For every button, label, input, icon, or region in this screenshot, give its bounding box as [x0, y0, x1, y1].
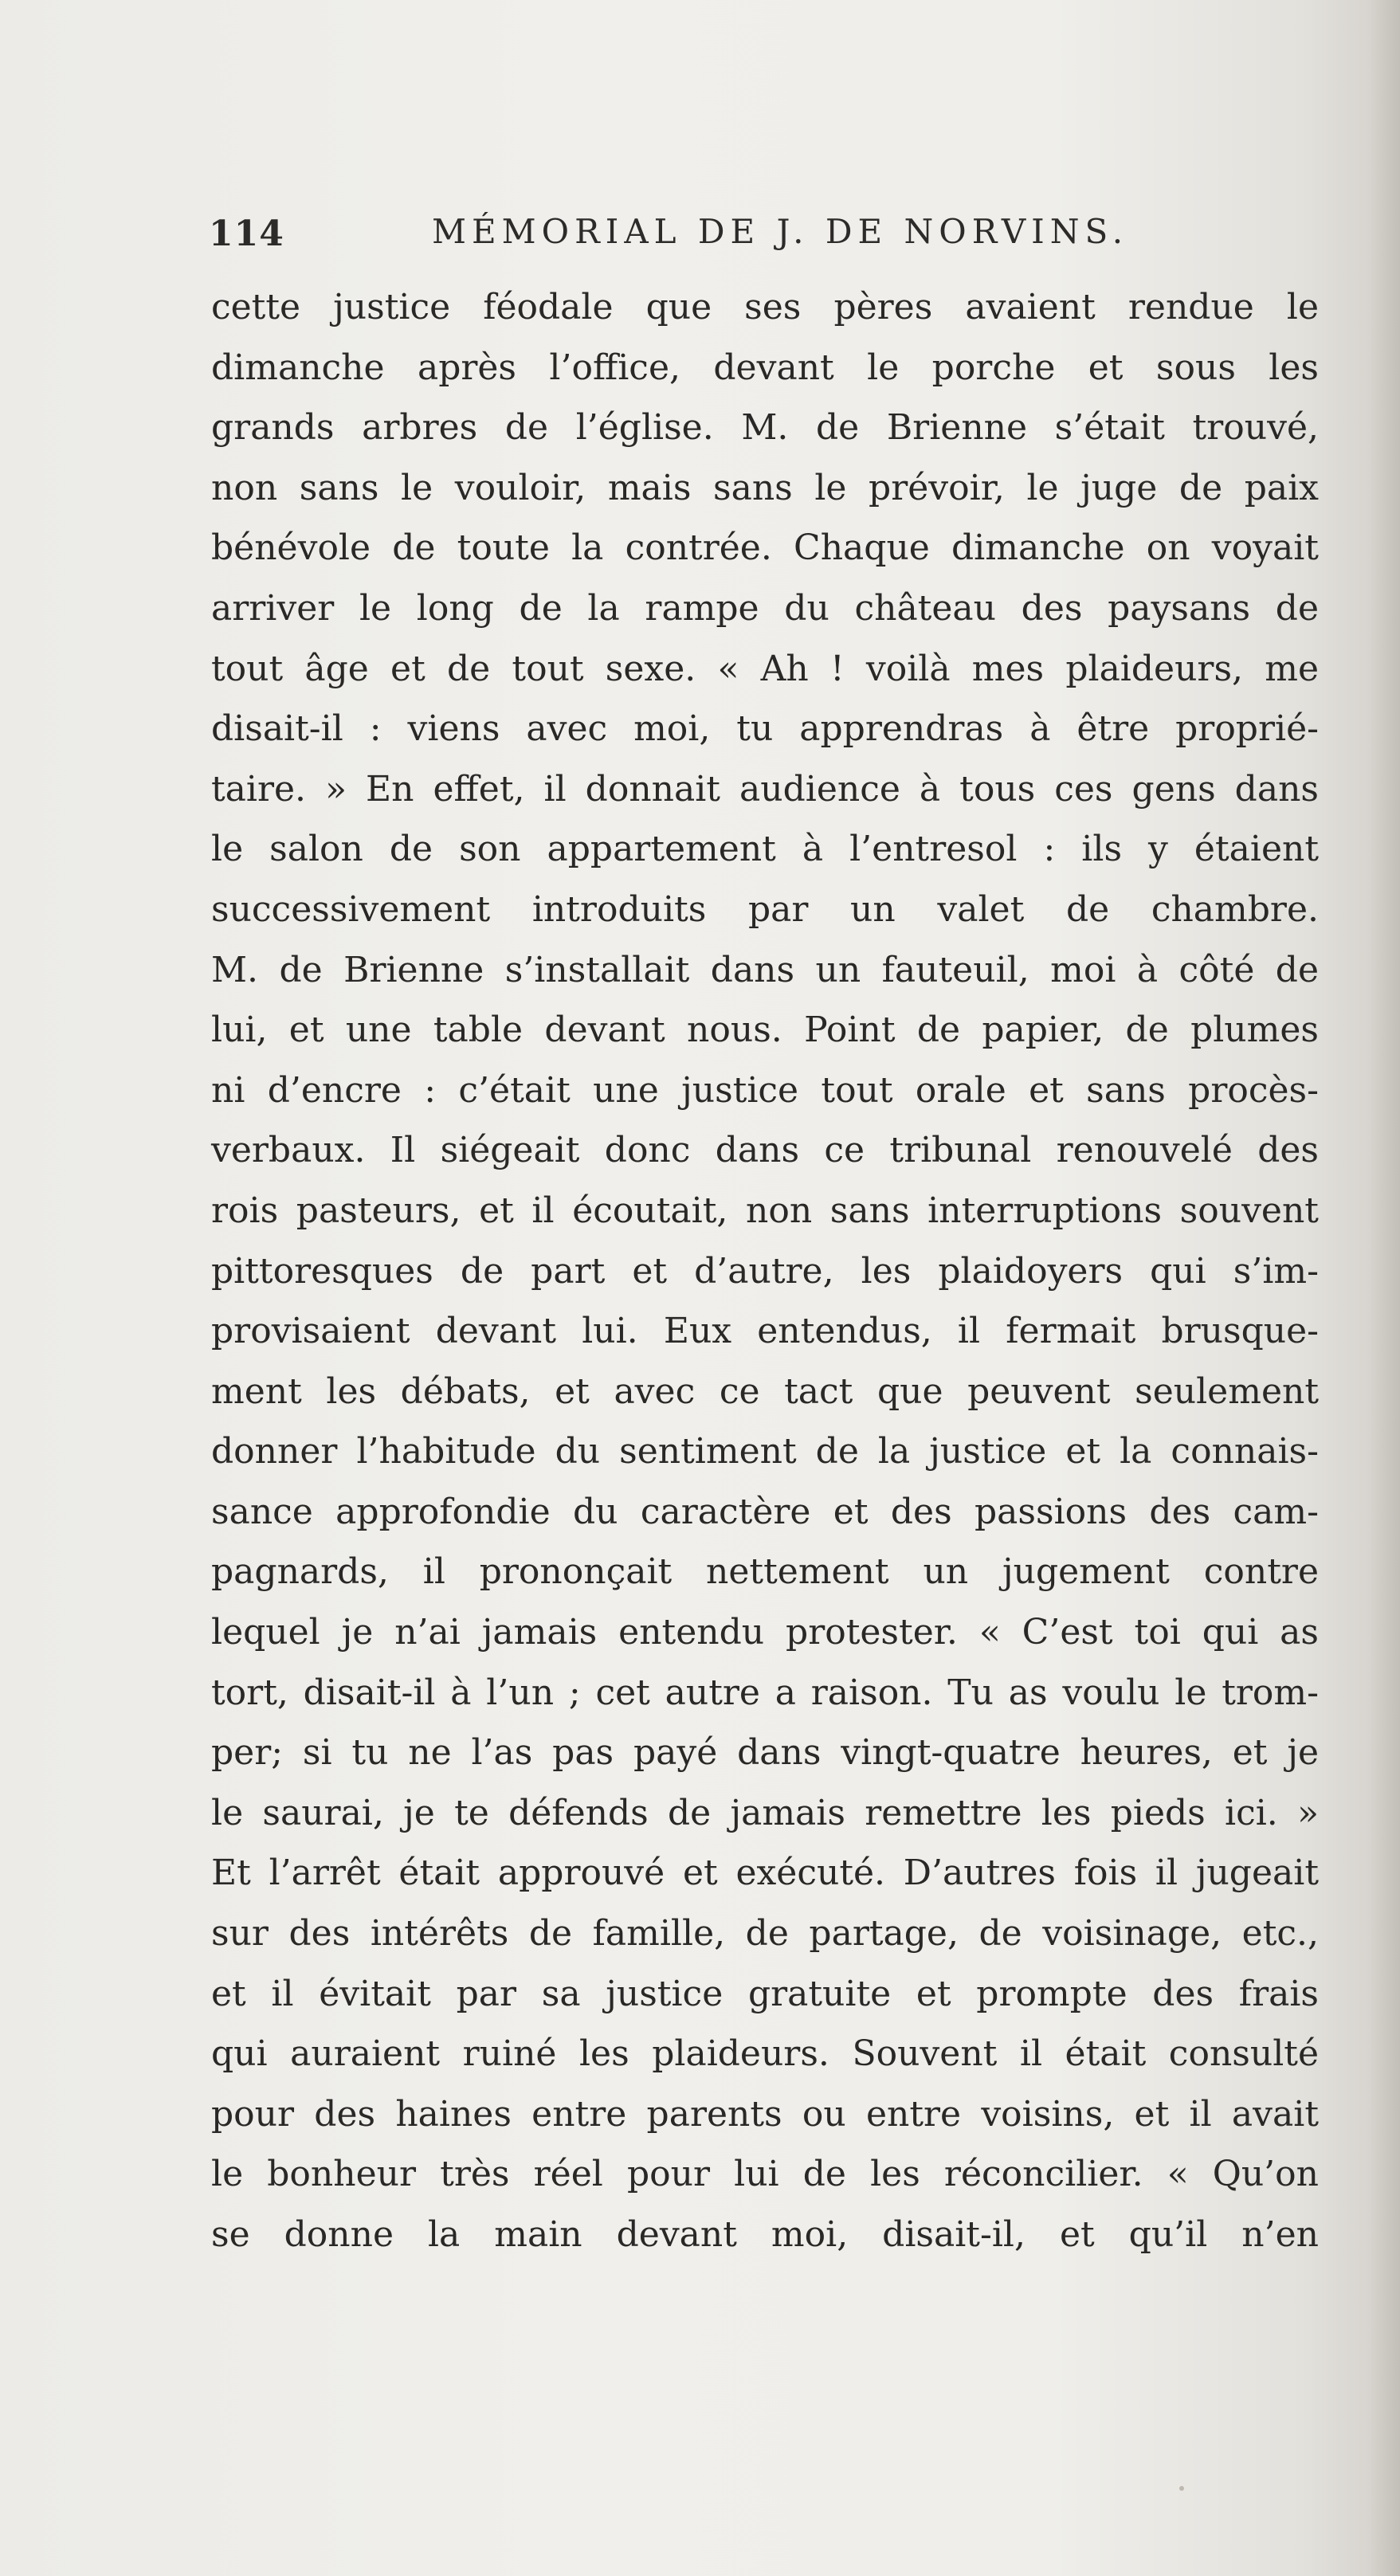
text-line: M. de Brienne s’installait dans un fauteuil, moi à côté de — [211, 949, 1319, 990]
text-line: sance approfondie du caractère et des passions des cam- — [211, 1491, 1319, 1532]
text-line: lui, et une table devant nous. Point de papier, de plumes — [211, 1010, 1319, 1051]
text-line: et il évitait par sa justice gratuite et prompte des frais — [211, 1973, 1319, 2014]
page-header — [209, 204, 1324, 260]
text-line: disait-il : viens avec moi, tu apprendras à être proprié- — [211, 708, 1319, 750]
text-line: dimanche après l’office, devant le porche et sous les — [211, 347, 1319, 388]
text-line: grands arbres de l’église. M. de Brienne s’était trouvé, — [211, 407, 1319, 449]
text-line: le bonheur très réel pour lui de les réconcilier. « Qu’on — [211, 2154, 1319, 2195]
page-number: 114 — [209, 214, 284, 254]
text-line: per; si tu ne l’as pas payé dans vingt-quatre heures, et je — [211, 1732, 1319, 1774]
text-line: le saurai, je te défends de jamais remettre les pieds ici. » — [211, 1792, 1319, 1833]
text-line: qui auraient ruiné les plaideurs. Souvent il était consulté — [211, 2033, 1319, 2075]
text-line: lequel je n’ai jamais entendu protester. « C’est toi qui as — [211, 1612, 1319, 1653]
text-line: provisaient devant lui. Eux entendus, il fermait brusque- — [211, 1311, 1319, 1352]
text-line: taire. » En effet, il donnait audience à tous ces gens dans — [211, 768, 1319, 810]
text-line: tout âge et de tout sexe. « Ah ! voilà mes plaideurs, me — [211, 648, 1319, 689]
text-line: donner l’habitude du sentiment de la justice et la connais- — [211, 1431, 1319, 1472]
text-line: successivement introduits par un valet de chambre. — [211, 888, 1319, 930]
text-line: Et l’arrêt était approuvé et exécuté. D’autres fois il jugeait — [211, 1853, 1319, 1894]
text-line: se donne la main devant moi, disait-il, et qu’il n’en — [211, 2214, 1319, 2255]
text-line: le salon de son appartement à l’entresol : ils y étaient — [211, 829, 1319, 870]
text-line: cette justice féodale que ses pères avaient rendue le — [211, 287, 1319, 327]
text-line: pour des haines entre parents ou entre voisins, et il avait — [211, 2093, 1319, 2135]
text-line: arriver le long de la rampe du château des paysans de — [211, 587, 1319, 629]
text-line: bénévole de toute la contrée. Chaque dimanche on voyait — [211, 527, 1319, 569]
body-text — [211, 277, 1319, 2265]
text-line: non sans le vouloir, mais sans le prévoir, le juge de paix — [211, 467, 1319, 508]
text-line: verbaux. Il siégeait donc dans ce tribunal renouvelé des — [211, 1130, 1319, 1171]
text-line: pagnards, il prononçait nettement un jugement contre — [211, 1551, 1319, 1593]
running-title: MÉMORIAL DE J. DE NORVINS. — [432, 212, 1129, 251]
text-line: pittoresques de part et d’autre, les plaidoyers qui s’im- — [211, 1250, 1319, 1292]
page-edge-shadow — [1368, 0, 1400, 2576]
text-line: ni d’encre : c’était une justice tout orale et sans procès- — [211, 1069, 1319, 1111]
ink-speck — [1179, 2486, 1184, 2491]
text-line: rois pasteurs, et il écoutait, non sans interruptions souvent — [211, 1190, 1319, 1231]
text-line: sur des intérêts de famille, de partage, de voisinage, etc., — [211, 1913, 1319, 1955]
text-line: ment les débats, et avec ce tact que peuvent seulement — [211, 1370, 1319, 1412]
text-line: tort, disait-il à l’un ; cet autre a raison. Tu as voulu le trom- — [211, 1672, 1319, 1713]
